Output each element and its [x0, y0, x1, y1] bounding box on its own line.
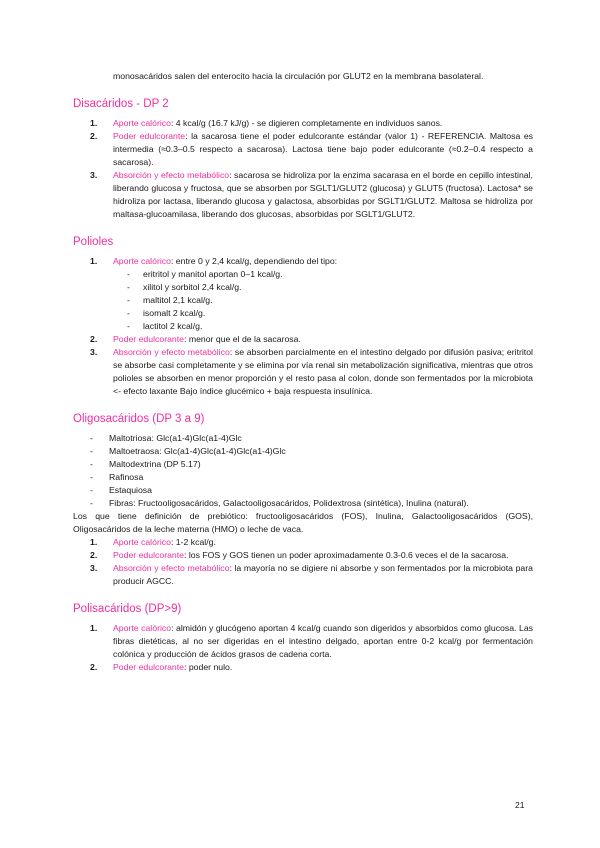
- dash-marker: -: [90, 433, 93, 443]
- item-label: Poder edulcorante: [113, 550, 184, 560]
- sub-item-text: lactitol 2 kcal/g.: [143, 321, 203, 331]
- item-text: : menor que el de la sacarosa.: [184, 334, 301, 344]
- list-item: [73, 169, 533, 221]
- sub-list-item: [73, 281, 533, 294]
- dash-marker: -: [90, 459, 93, 469]
- list-item: [73, 333, 533, 346]
- item-number: 1.: [90, 118, 98, 128]
- section-title-disacaridos: Disacáridos - DP 2: [73, 98, 169, 110]
- section-title-oligosacaridos: Oligosacáridos (DP 3 a 9): [73, 413, 205, 425]
- sub-list-item: [73, 320, 533, 333]
- bullet-text: Fibras: Fructooligosacáridos, Galactooligosacáridos, Polidextrosa (sintética), Inulina (natural).: [109, 498, 469, 508]
- item-number: 2.: [90, 550, 98, 560]
- item-number: 1.: [90, 256, 98, 266]
- item-text: : se absorben parcialmente en el intestino delgado por difusión pasiva; eritritol se absorbe casi completamente y se elimina por vía renal sin metabolización significativa, mientras que otros polioles se absorben en menor proporción y el resto pasa al colon, donde son fermentados por la microbiota <- efecto laxante Bajo índice glucémico + baja respuesta insulínica.: [113, 347, 533, 396]
- item-label: Aporte calórico: [113, 537, 171, 547]
- bullet-item: [73, 497, 533, 510]
- item-text: : la mayoría no se digiere ni absorbe y son fermentados por la microbiota para producir AGCC.: [113, 563, 533, 586]
- item-text: : 1-2 kcal/g.: [170, 537, 216, 547]
- item-text: : entre 0 y 2,4 kcal/g, dependiendo del tipo:: [170, 256, 338, 266]
- list-item: [73, 562, 533, 588]
- dash-marker: -: [90, 485, 93, 495]
- list-item: [73, 255, 533, 268]
- item-number: 3.: [90, 170, 98, 180]
- page-content: [73, 70, 533, 674]
- sub-list-item: [73, 294, 533, 307]
- sub-item-text: eritritol y manitol aportan 0–1 kcal/g.: [143, 269, 283, 279]
- item-number: 1.: [90, 537, 98, 547]
- list-item: [73, 346, 533, 398]
- item-label: Aporte calórico: [113, 118, 171, 128]
- sub-list-item: [73, 268, 533, 281]
- bullet-text: Maltoetraosa: Glc(a1-4)Glc(a1-4)Glc(a1-4)Glc: [109, 446, 286, 456]
- item-number: 3.: [90, 563, 98, 573]
- bullet-item: [73, 445, 533, 458]
- item-number: 1.: [90, 623, 98, 633]
- bullet-text: Rafinosa: [109, 472, 144, 482]
- item-text: : los FOS y GOS tienen un poder aproximadamente 0.3-0.6 veces el de la sacarosa.: [184, 550, 509, 560]
- dash-marker: -: [127, 269, 130, 279]
- item-label: Absorción y efecto metabólico: [113, 347, 230, 357]
- dash-marker: -: [127, 282, 130, 292]
- bullet-item: [73, 432, 533, 445]
- intro-paragraph: monosacáridos salen del enterocito hacia la circulación por GLUT2 en la membrana basolateral.: [113, 71, 484, 81]
- dash-marker: -: [90, 472, 93, 482]
- dash-marker: -: [127, 308, 130, 318]
- prebiotic-paragraph: Los que tiene definición de prebiótico: fructooligosacáridos (FOS), Inulina, Galactooligosacáridos (GOS), Oligosacáridos de la leche materna (HMO) o leche de vaca.: [73, 511, 533, 534]
- sub-item-text: isomalt 2 kcal/g.: [143, 308, 206, 318]
- item-label: Absorción y efecto metabólico: [113, 563, 230, 573]
- item-label: Aporte calórico: [113, 623, 172, 633]
- section-title-polisacaridos: Polisacáridos (DP>9): [73, 603, 182, 615]
- bullet-item: [73, 484, 533, 497]
- list-item: [73, 622, 533, 661]
- item-text: : poder nulo.: [184, 662, 233, 672]
- bullet-item: [73, 471, 533, 484]
- section-title-polioles: Polioles: [73, 236, 114, 248]
- item-label: Aporte calórico: [113, 256, 171, 266]
- bullet-item: [73, 458, 533, 471]
- item-number: 2.: [90, 662, 98, 672]
- bullet-text: Estaquiosa: [109, 485, 152, 495]
- list-item: [73, 117, 533, 130]
- sub-item-text: maltitol 2,1 kcal/g.: [143, 295, 213, 305]
- item-text: : almidón y glucógeno aportan 4 kcal/g cuando son digeridos y absorbidos como glucosa. Las fibras dietéticas, al no ser digeridas en el intestino delgado, aportan entre 0-2 kcal/g por fermentación colónica y producción de ácidos grasos de cadena corta.: [113, 623, 533, 659]
- item-label: Poder edulcorante: [113, 334, 184, 344]
- item-text: : 4 kcal/g (16.7 kJ/g) - se digieren completamente en individuos sanos.: [170, 118, 443, 128]
- item-number: 2.: [90, 334, 98, 344]
- sub-list-item: [73, 307, 533, 320]
- item-number: 3.: [90, 347, 98, 357]
- list-item: [73, 130, 533, 169]
- item-text: : la sacarosa tiene el poder edulcorante estándar (valor 1) - REFERENCIA. Maltosa es intermedia (≈0.3–0.5 respecto a sacarosa). Lactosa tiene bajo poder edulcorante (≈0.2–0.4 respecto a sacarosa).: [113, 131, 533, 167]
- item-text: : sacarosa se hidroliza por la enzima sacarasa en el borde en cepillo intestinal, liberando glucosa y fructosa, que se absorben por SGLT1/GLUT2 (glucosa) y GLUT5 (fructosa). Lactosa* se hidroliza por lactasa, liberando glucosa y galactosa, absorbidas por SGLT1/GLUT2. Maltosa se hidroliza por maltasa-glucoamilasa, liberando dos glucosas, absorbidas por SGLT1/GLUT2.: [113, 170, 533, 219]
- dash-marker: -: [127, 295, 130, 305]
- bullet-text: Maltotriosa: Glc(a1-4)Glc(a1-4)Glc: [109, 433, 242, 443]
- item-label: Poder edulcorante: [113, 131, 186, 141]
- list-item: [73, 549, 533, 562]
- dash-marker: -: [127, 321, 130, 331]
- bullet-text: Maltodextrina (DP 5.17): [109, 459, 201, 469]
- item-label: Absorción y efecto metabólico: [113, 170, 230, 180]
- sub-item-text: xilitol y sorbitol 2,4 kcal/g.: [143, 282, 242, 292]
- item-number: 2.: [90, 131, 98, 141]
- page-number: 21: [515, 800, 525, 810]
- dash-marker: -: [90, 498, 93, 508]
- item-label: Poder edulcorante: [113, 662, 184, 672]
- dash-marker: -: [90, 446, 93, 456]
- list-item: [73, 661, 533, 674]
- list-item: [73, 536, 533, 549]
